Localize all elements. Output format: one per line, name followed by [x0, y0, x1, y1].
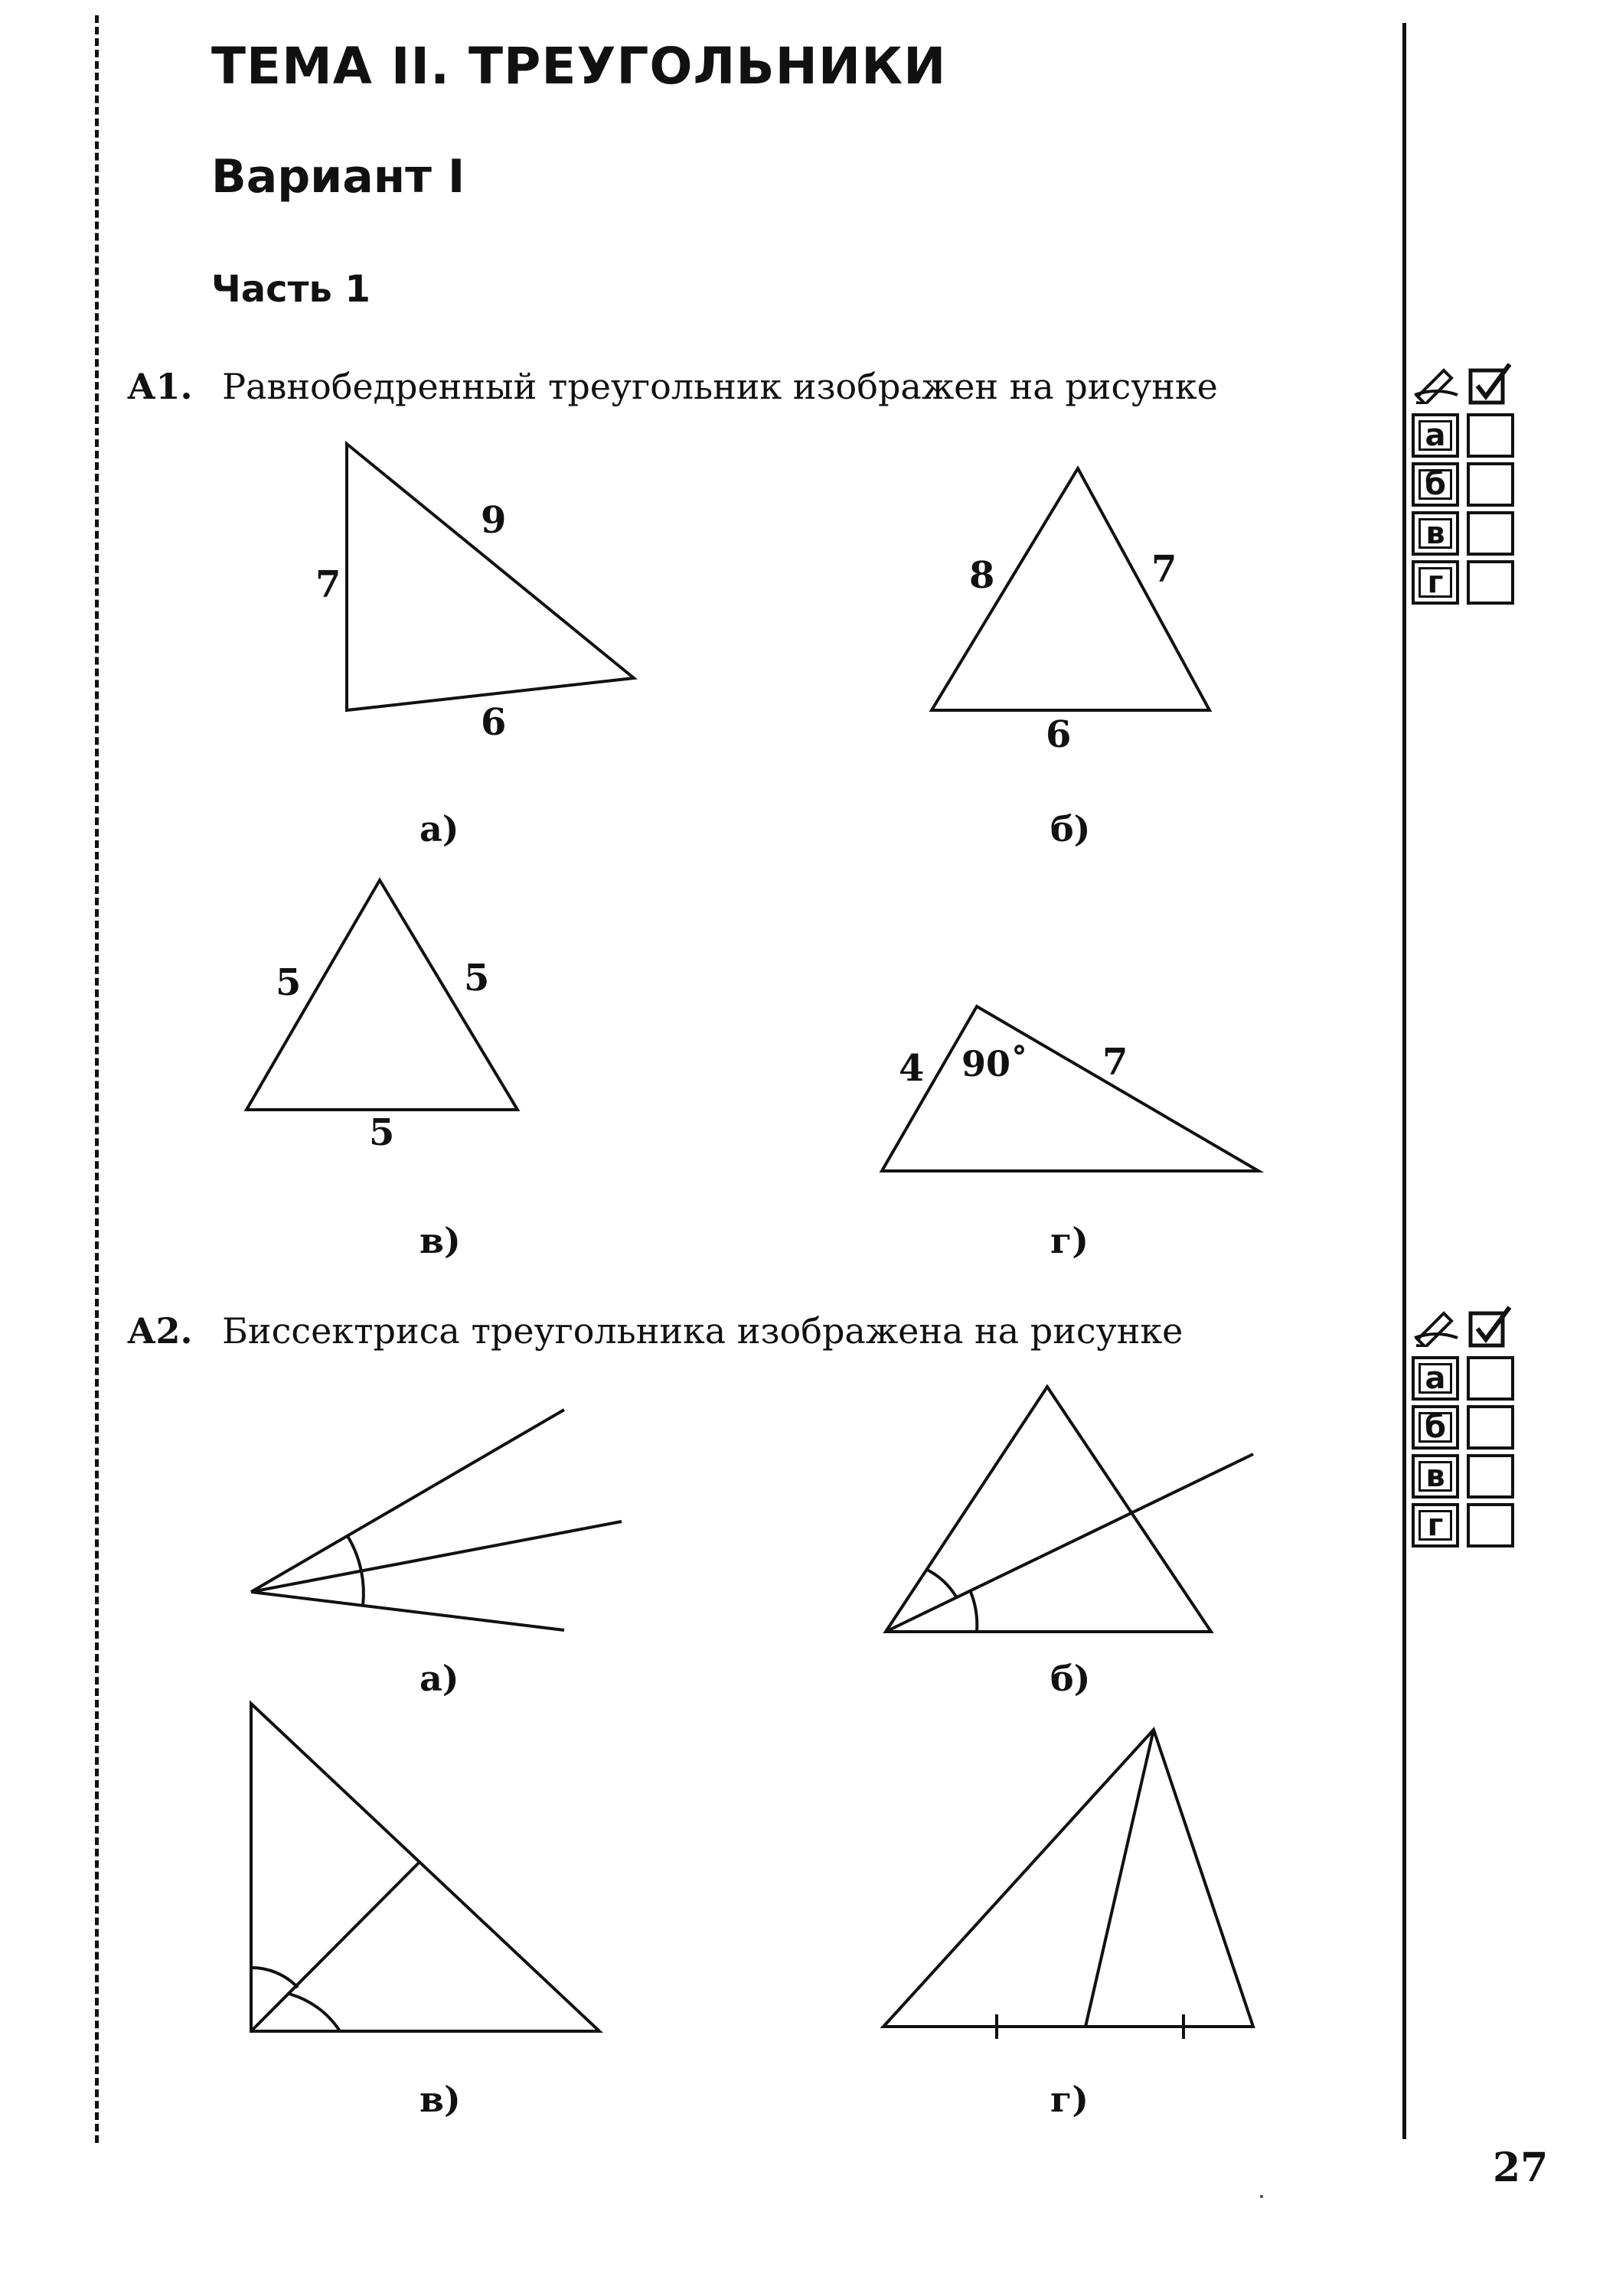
a2-figure-a [251, 1410, 622, 1630]
a2-figure-g [883, 1730, 1253, 2039]
answer-letter-b: б [1412, 1405, 1459, 1450]
part-title: Часть 1 [211, 268, 371, 311]
variant-title: Вариант I [211, 150, 465, 204]
a2-figure-v [251, 1704, 599, 2031]
a1-triangle-v [246, 880, 517, 1154]
question-text: Биссектриса треугольника изображена на рисунке [222, 1310, 1183, 1352]
answer-letter-v: в [1412, 511, 1459, 556]
question-number: А1. [127, 366, 193, 407]
question-a2 [127, 1310, 1183, 1352]
a2-option-label-v: в) [420, 2079, 461, 2120]
side-label: 9 [481, 499, 507, 542]
answer-letter-v: в [1412, 1454, 1459, 1499]
a1-option-label-a: а) [420, 808, 459, 850]
pen-icon [1413, 1307, 1459, 1356]
scan-speck [1260, 2195, 1263, 2198]
side-label: 7 [1102, 1041, 1128, 1084]
a1-triangle-b [932, 468, 1210, 756]
side-label: 5 [369, 1111, 395, 1154]
side-label: 7 [1151, 548, 1177, 591]
answer-letter-b: б [1412, 462, 1459, 507]
side-label: 6 [1046, 713, 1072, 756]
a1-triangle-a [315, 444, 634, 744]
side-label: 5 [464, 957, 490, 1000]
answer-letter-a: а [1412, 413, 1459, 458]
answer-letter-a: а [1412, 1356, 1459, 1401]
a2-option-label-g: г) [1050, 2079, 1089, 2120]
topic-title: ТЕМА II. ТРЕУГОЛЬНИКИ [211, 37, 947, 96]
a2-figures [0, 1362, 1616, 2051]
a1-option-label-v: в) [420, 1220, 461, 1261]
side-label: 6 [481, 701, 507, 744]
a1-option-label-g: г) [1050, 1220, 1089, 1261]
question-number: А2. [127, 1310, 193, 1352]
page-number: 27 [1493, 2144, 1549, 2191]
checkbox-checked-icon [1468, 1306, 1513, 1358]
a1-option-label-b: б) [1050, 808, 1091, 850]
side-label: 4 [899, 1047, 925, 1090]
a2-option-label-b: б) [1050, 1658, 1091, 1699]
a2-figure-b [886, 1387, 1253, 1632]
a1-triangle-g [882, 1006, 1259, 1171]
question-text: Равнобедренный треугольник изображен на рисунке [222, 366, 1218, 407]
side-label: 8 [969, 554, 995, 597]
answer-letter-g: г [1412, 560, 1459, 605]
answer-letter-g: г [1412, 1503, 1459, 1548]
side-label: 5 [276, 961, 302, 1004]
angle-label: 90˚ [961, 1043, 1029, 1084]
a2-option-label-a: а) [420, 1658, 459, 1699]
side-label: 7 [315, 563, 341, 606]
